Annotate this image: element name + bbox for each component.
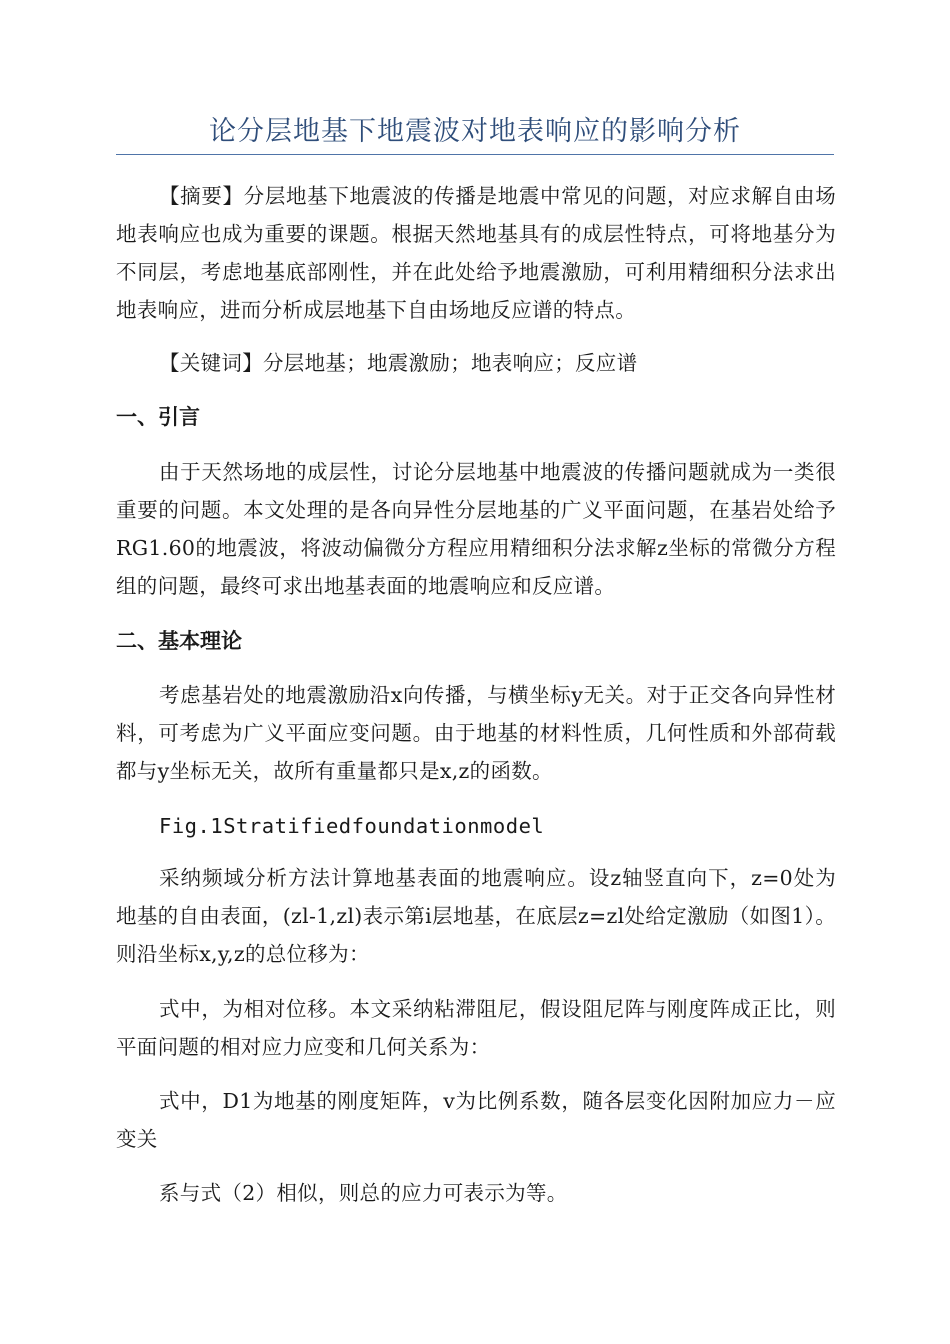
abstract-paragraph: 【摘要】分层地基下地震波的传播是地震中常见的问题，对应求解自由场地表响应也成为重要的课题。根据天然地基具有的成层性特点，可将地基分为不同层，考虑地基底部刚性，并在此处给予地震激励，可利用精细积分法求出地表响应，进而分析成层地基下自由场地反应谱的特点。 — [116, 184, 836, 322]
introduction-paragraph: 由于天然场地的成层性，讨论分层地基中地震波的传播问题就成为一类很重要的问题。本文处理的是各向异性分层地基的广义平面问题，在基岩处给予RG1.60的地震波，将波动偏微分方程应用精细积分法求解z坐标的常微分方程组的问题，最终可求出地基表面的地震响应和反应谱。 — [116, 460, 836, 598]
section-heading-basic-theory: 二、基本理论 — [116, 629, 242, 653]
document-title: 论分层地基下地震波对地表响应的影响分析 — [209, 116, 741, 147]
theory-paragraph-4: 式中，D1为地基的刚度矩阵，v为比例系数，随各层变化因附加应力－应变关 — [116, 1089, 836, 1151]
section-heading-introduction: 一、引言 — [116, 405, 200, 429]
theory-paragraph-3: 式中，为相对位移。本文采纳粘滞阻尼，假设阻尼阵与刚度阵成正比，则平面问题的相对应力应变和几何关系为： — [116, 997, 836, 1059]
title-underline — [116, 154, 834, 155]
theory-paragraph-2: 采纳频域分析方法计算地基表面的地震响应。设z轴竖直向下，z=0处为地基的自由表面，(zl-1,zl)表示第i层地基，在底层z=zl处给定激励（如图1）。则沿坐标x,y,z的总位移为： — [116, 866, 836, 966]
theory-paragraph-1: 考虑基岩处的地震激励沿x向传播，与横坐标y无关。对于正交各向异性材料，可考虑为广义平面应变问题。由于地基的材料性质，几何性质和外部荷载都与y坐标无关，故所有重量都只是x,z的函数。 — [116, 683, 836, 783]
keywords-paragraph: 【关键词】分层地基；地震激励；地表响应；反应谱 — [159, 351, 638, 375]
figure-caption: Fig.1Stratifiedfoundationmodel — [159, 814, 545, 838]
theory-paragraph-5: 系与式（2）相似，则总的应力可表示为等。 — [159, 1181, 568, 1205]
